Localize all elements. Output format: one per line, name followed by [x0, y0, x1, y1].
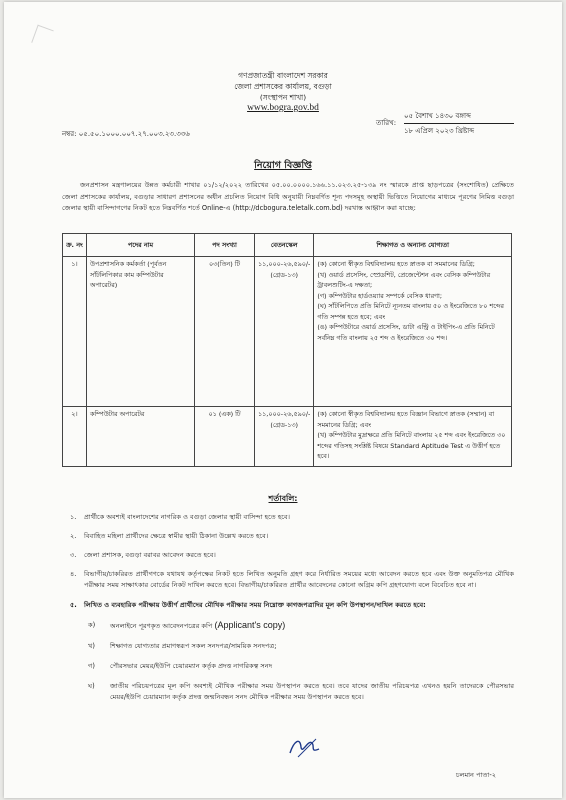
conditions-list	[62, 504, 514, 591]
document-item: গ) পৌরসভার মেয়র/ইউপি চেয়ারম্যান কর্তৃক প্রদত্ত নাগরিকত্ব সনদ	[88, 662, 273, 670]
col-post: পদের নাম	[87, 234, 195, 257]
memo-number: নম্বর: ০৫.৫০.১০০০.০০৭.২৭.০০৩.২৩.৩৩৬	[62, 130, 190, 138]
vacancy-table	[62, 233, 512, 467]
qualification-item: (খ) কম্পিউটার মুদ্রাক্ষরে প্রতি মিনিটে বাংলায় ২৫ শব্দ এবং ইংরেজিতে ৩০ শব্দের গতিসহ সংশ্লিষ্ট বিষয়ে Standard Aptitude Test এ উত্তীর্ণ হতে হবে।	[317, 431, 506, 460]
qualification-item: (ঙ) কম্পিউটারে ওয়ার্ড প্রসেসিং, ডাটা এন্ট্রি ও টাইপিং-এ প্রতি মিনিটে সর্বনিম্ন গতি বাংলায় ২৫ শব্দ ও ইংরেজিতে ৩০ শব্দ।	[317, 323, 495, 342]
signature-mark	[286, 733, 322, 759]
notice-title: নিয়োগ বিজ্ঞপ্তি	[254, 160, 312, 171]
table-row	[63, 407, 512, 467]
conditions-title: শর্তাবলি:	[268, 494, 298, 503]
office-name: জেলা প্রশাসকের কার্যালয়, বগুড়া	[234, 82, 332, 91]
condition-item: ১. প্রার্থীকে অবশ্যই বাংলাদেশের নাগরিক ও বগুড়া জেলার স্থায়ী বাসিন্দা হতে হবে।	[70, 513, 290, 521]
qualification-item: (গ) কম্পিউটার হার্ডওয়্যার সম্পর্কে বেসিক ধারণা;	[317, 291, 442, 300]
qualification-item: (ক) কোনো স্বীকৃত বিশ্ববিদ্যালয় হতে স্নাতক বা সমমানের ডিগ্রি;	[317, 260, 475, 268]
row-count: ০১ (এক) টি	[195, 407, 255, 467]
website-link[interactable]: www.bogra.gov.bd	[247, 103, 319, 113]
condition-item: ৪. বিভাগীয়/চাকরিরত প্রার্থীগণকে যথাযথ কর্তৃপক্ষের নিকট হতে লিখিত অনুমতি গ্রহণ করে নির্ধারিত সময়ের মধ্যে আবেদন করতে হবে এবং উক্ত অনুমতিপত্র মৌখিক পরীক্ষার সময় সাক্ষাৎকার বোর্ডের নিকট দাখিল করতে হবে। বিভাগীয়/চাকরিরত প্রার্থীর আবেদনের কোনো অগ্রিম কপি গ্রহণযোগ্য বলে বিবেচিত হবে না।	[70, 570, 514, 589]
condition-item: ৩. জেলা প্রশাসক, বগুড়া বরাবর আবেদন করতে হবে।	[70, 551, 216, 559]
col-qualification: শিক্ষাগত ও অন্যান্য যোগ্যতা	[314, 234, 512, 257]
row-post: কম্পিউটার অপারেটর	[87, 407, 195, 467]
row-qualification	[314, 257, 512, 407]
row-scale: ১১,০০০-২৬,৫৯০/- (গ্রেড-১৩)	[255, 407, 314, 467]
documents-section	[62, 600, 514, 703]
date-bangla: ০৫ বৈশাখ ১৪৩০ বঙ্গাব্দ	[404, 112, 471, 120]
qualification-item: (ঘ) সাঁটলিপিতে প্রতি মিনিটে ন্যূনতম বাংলায় ৫০ ও ইংরেজিতে ৮০ শব্দের গতি সম্পন্ন হতে হবে; এবং	[317, 302, 504, 321]
document-item: ঘ) জাতীয় পরিচয়পত্রের মূল কপি অবশ্যই মৌখিক পরীক্ষার সময় উপস্থাপন করতে হবে। তবে যাদের জাতীয় পরিচয়পত্র এখনও হয়নি তাদেরকে পৌরসভার মেয়র/ইউপি চেয়ারম্যান কর্তৃক প্রদত্ত জন্মনিবন্ধন সনদ মৌখিক পরীক্ষার সময় উপস্থাপন করতে হবে।	[88, 682, 514, 701]
document-item: ক) অনলাইনে পূরণকৃত আবেদনপত্রের কপি (Applicant's copy)	[88, 620, 286, 630]
table-row	[63, 257, 512, 407]
date-label: তারিখ:	[376, 119, 397, 127]
date-english: ১৮ এপ্রিল ২০২৩ খ্রিষ্টাব্দ	[404, 127, 475, 135]
row-serial: ১।	[63, 257, 87, 407]
table-header-row	[63, 234, 512, 257]
date-block	[376, 109, 514, 138]
row-serial: ২।	[63, 407, 87, 467]
document-page	[4, 2, 562, 798]
paper-fold-mark	[31, 25, 53, 49]
letterhead	[4, 70, 562, 114]
continued-page-note: চলমান পাতা-২	[456, 771, 496, 779]
col-serial: ক্র. নং	[63, 234, 87, 257]
govt-name: গণপ্রজাতন্ত্রী বাংলাদেশ সরকার	[238, 71, 328, 80]
row-scale: ১১,০০০-২৬,৫৯০/- (গ্রেড-১৩)	[255, 257, 314, 407]
intro-paragraph: জনপ্রশাসন মন্ত্রণালয়ের উন্নত কর্মচারী শাখার ০১/১২/২০২২ তারিখের ০৫.০০.০০০০.১৬৬.১১.০২৩.২৫-১৩৯ নং স্মারকে প্রাপ্ত ছাড়পত্রের (সংশোধিত) প্রেক্ষিতে জেলা প্রশাসকের কার্যালয়, বগুড়ার সাধারণ প্রশাসনের অধীন প্রচলিত নিয়োগ বিধি অনুযায়ী নিম্নবর্ণিত শূন্য পদসমূহ অস্থায়ী ভিত্তিতে নিয়োগের মাধ্যমে পূরণের নিমিত্ত বগুড়া জেলার স্থায়ী বাসিন্দাগণের নিকট হতে নিম্নবর্ণিত শর্তে Online-এ (http://dcbogura.teletalk.com.bd) দরখাস্ত আহ্বান করা যাচ্ছে:	[62, 181, 514, 212]
col-scale: বেতনস্কেল	[255, 234, 314, 257]
qualification-item: (ক) কোনো স্বীকৃত বিশ্ববিদ্যালয় হতে বিজ্ঞান বিভাগে স্নাতক (সম্মান) বা সমমানের ডিগ্রি; এবং	[317, 410, 495, 429]
condition-item: ২. বিবাহিত মহিলা প্রার্থীদের ক্ষেত্রে স্বামীর স্থায়ী ঠিকানা উল্লেখ করতে হবে।	[70, 532, 269, 540]
row-qualification	[314, 407, 512, 467]
section-name: (সংস্থাপন শাখা)	[259, 93, 307, 102]
documents-lead: ৫. লিখিত ও ব্যবহারিক পরীক্ষায় উত্তীর্ণ প্রার্থীদের মৌখিক পরীক্ষার সময় নিম্নোক্ত কাগজপত্রাদির মূল কপি উপস্থাপন/দাখিল করতে হবে:	[70, 601, 426, 609]
col-count: পদ সংখ্যা	[195, 234, 255, 257]
row-count: ০৩(তিন) টি	[195, 257, 255, 407]
row-post: উপপ্রশাসনিক কর্মকর্তা (পূর্বতন সাঁটলিপিকার কাম কম্পিউটার অপারেটর)	[87, 257, 195, 407]
qualification-item: (খ) ওয়ার্ড প্রসেসিং, স্প্রেডশিট, প্রেজেন্টেশন এবং বেসিক কম্পিউটার ট্রাবলশুটিং-এ দক্ষতা;	[317, 270, 491, 289]
document-item: খ) শিক্ষাগত যোগ্যতার প্রমাণস্বরূপ সকল সনদপত্র/সাময়িক সনদপত্র;	[88, 642, 277, 650]
